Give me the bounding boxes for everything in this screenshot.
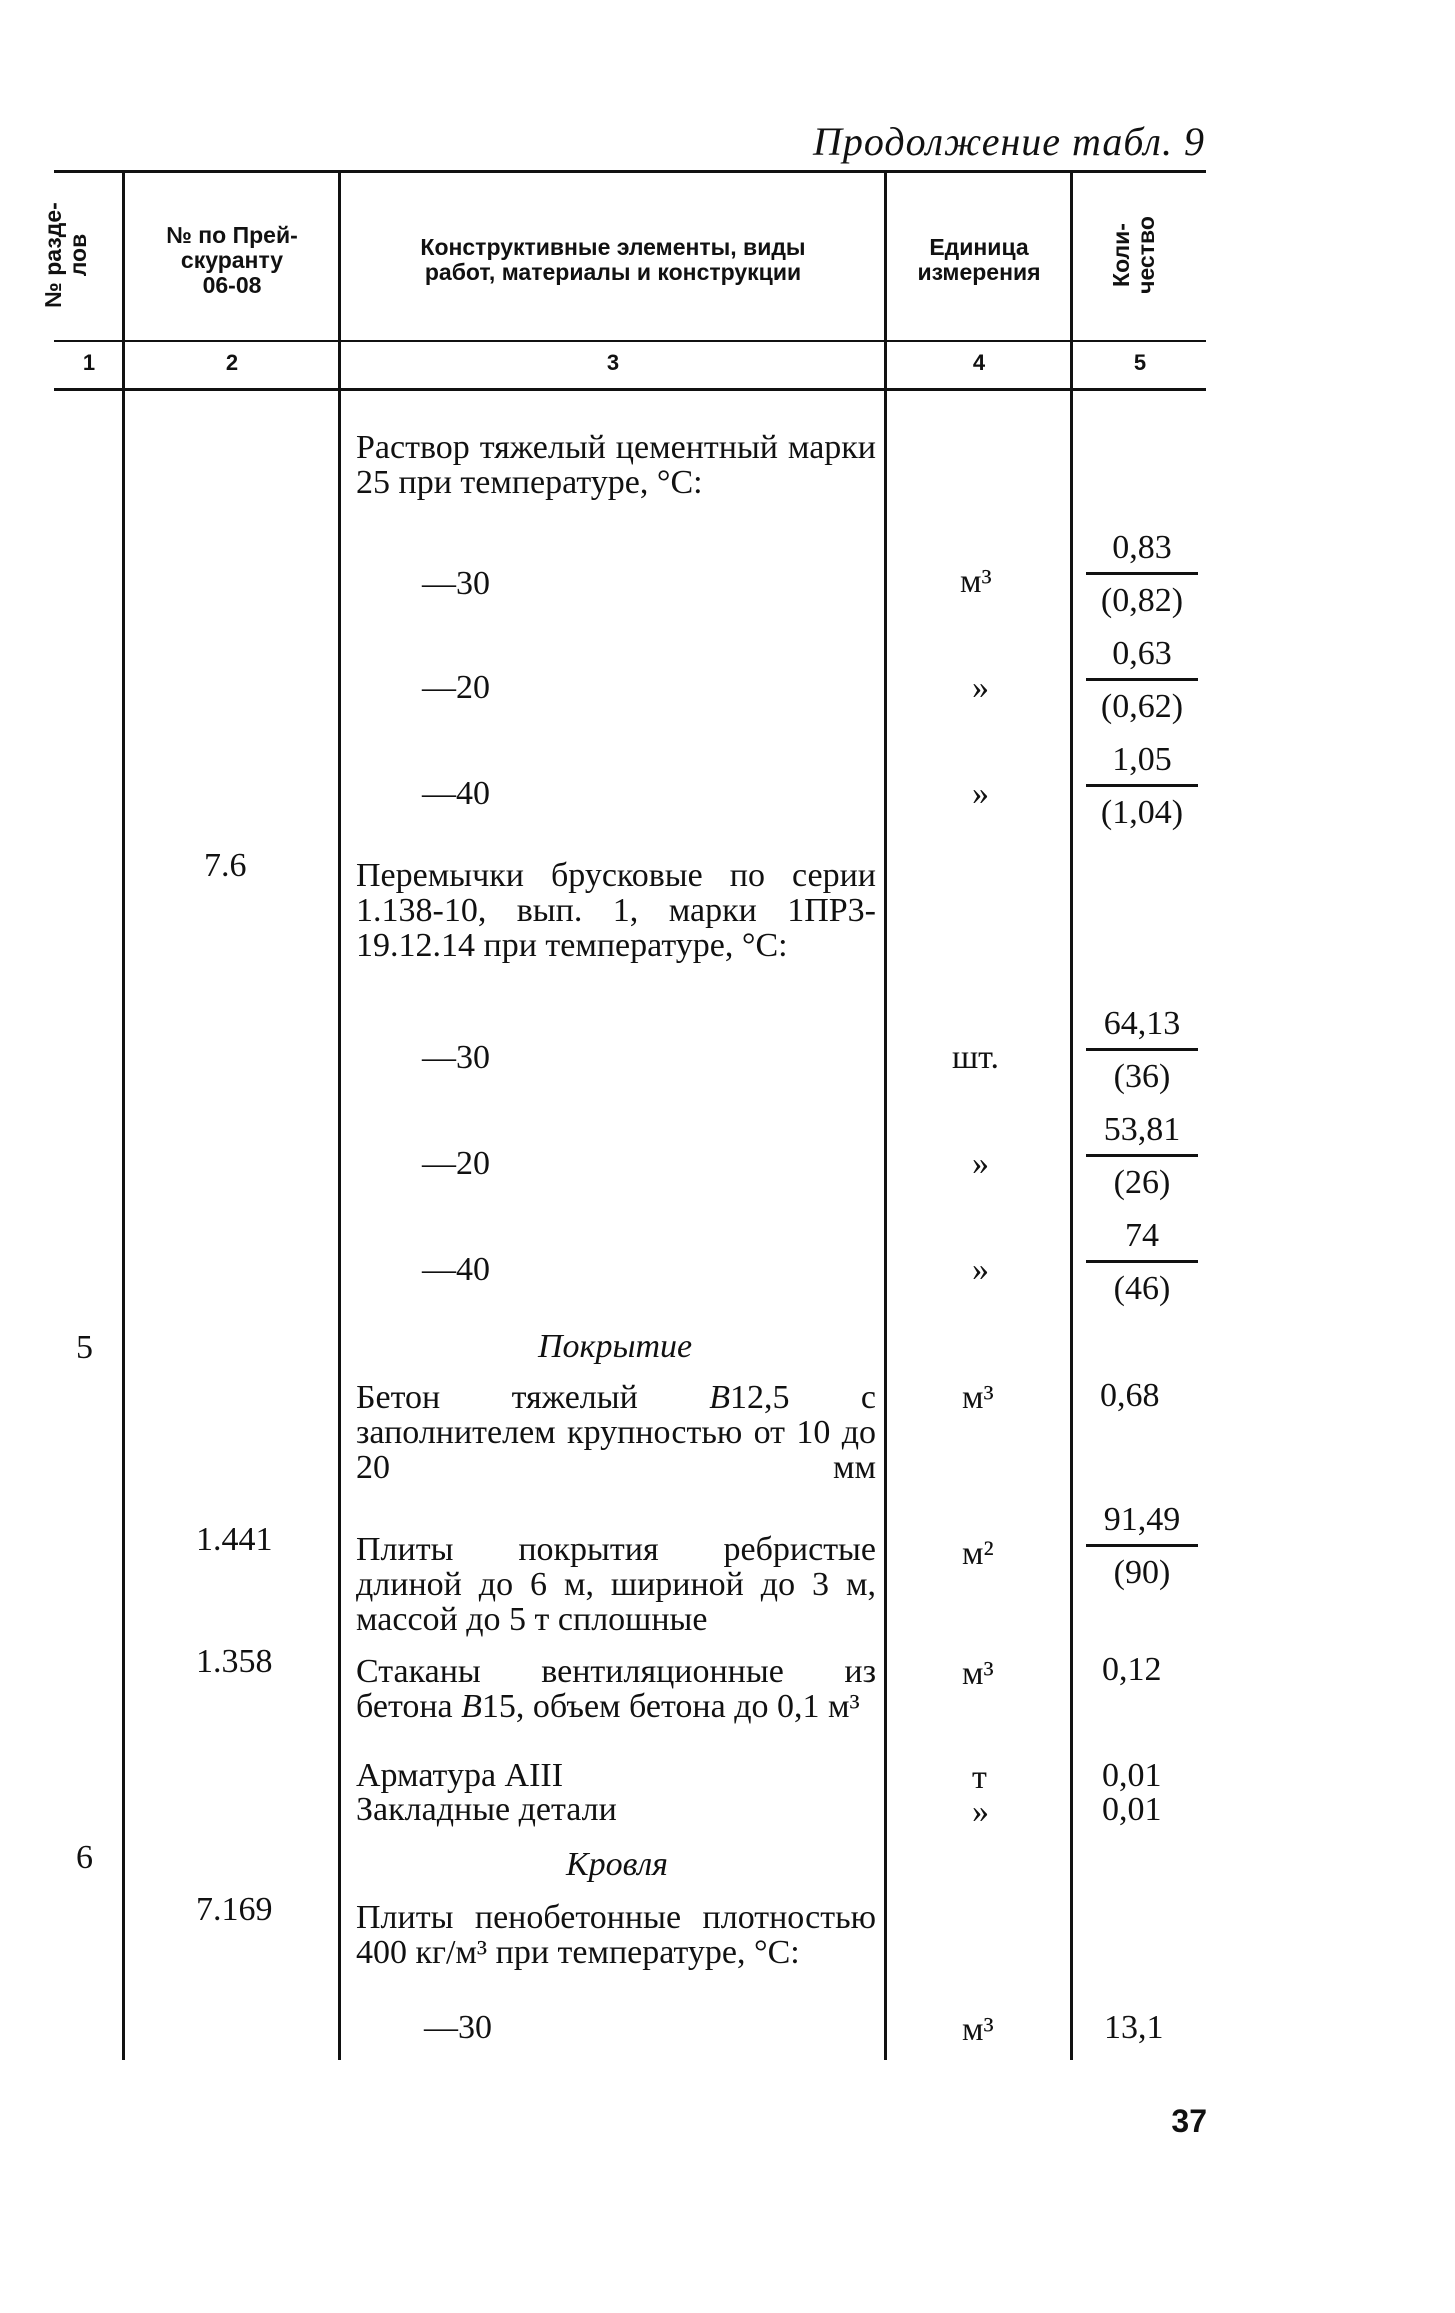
row-description: Раствор тяжелый цементный марки 25 при температуре, °С: [356, 429, 876, 501]
quantity-cell: 0,01 [1102, 1791, 1162, 1828]
price-list-code: 7.6 [204, 847, 247, 884]
unit-cell: м³ [962, 1379, 994, 1416]
fraction-bar [1086, 678, 1198, 681]
temperature-item: —20 [422, 669, 490, 706]
column-rule [122, 172, 125, 2060]
section-number: 6 [76, 1839, 93, 1876]
quantity-cell: 0,12 [1102, 1651, 1162, 1688]
temperature-item: —20 [422, 1145, 490, 1182]
column-number: 5 [1133, 350, 1147, 375]
concrete-class-letter: В [709, 1379, 730, 1416]
quantity-main: 53,81 [1103, 1111, 1181, 1148]
header-section-number: № разде- лов [40, 202, 91, 308]
description-text: 15, объем бетона до 0,1 м³ [481, 1688, 860, 1725]
row-description: Плиты пенобетонные плотностью 400 кг/м³ при температуре, °С: [356, 1899, 876, 1971]
column-rule [1070, 172, 1073, 2060]
quantity-fraction [1086, 740, 1198, 833]
unit-cell: т [972, 1759, 987, 1796]
column-rule [338, 172, 341, 2060]
fraction-bar [1086, 1154, 1198, 1157]
quantity-fraction [1086, 1004, 1198, 1097]
quantity-main: 1,05 [1112, 741, 1172, 778]
quantity-cell: 0,01 [1102, 1757, 1162, 1794]
column-number: 4 [972, 350, 986, 375]
unit-cell: » [972, 1145, 989, 1182]
quantity-bracket: (46) [1113, 1270, 1171, 1307]
quantity-bracket: (36) [1113, 1058, 1171, 1095]
unit-cell: м³ [962, 2011, 994, 2048]
column-number: 3 [606, 350, 620, 375]
quantity-bracket: (26) [1113, 1164, 1171, 1201]
quantity-bracket: (0,82) [1100, 582, 1184, 619]
unit-cell: м³ [960, 563, 992, 600]
concrete-class-letter: В [461, 1688, 482, 1725]
unit-cell: » [972, 669, 989, 706]
quantity-fraction [1086, 1500, 1198, 1593]
quantity-fraction [1086, 1216, 1198, 1309]
temperature-item: —30 [422, 565, 490, 602]
unit-cell: » [972, 1793, 989, 1830]
column-rule [884, 172, 887, 2060]
quantity-main: 0,63 [1112, 635, 1172, 672]
quantity-cell: 0,68 [1100, 1377, 1160, 1414]
unit-cell: м³ [962, 1655, 994, 1692]
fraction-bar [1086, 784, 1198, 787]
page-number: 37 [1171, 2103, 1207, 2139]
section-title: Покрытие [538, 1328, 693, 1365]
quantity-cell: 13,1 [1104, 2009, 1164, 2046]
quantity-main: 64,13 [1103, 1005, 1181, 1042]
row-description: Плиты покрытия ребристые длиной до 6 м, шириной до 3 м, массой до 5 т сплошные [356, 1531, 876, 1638]
header-elements-description: Конструктивные элементы, виды работ, материалы и конструкции [420, 234, 806, 285]
row-description: Арматура AIII [356, 1757, 564, 1794]
quantity-main: 0,83 [1112, 529, 1172, 566]
fraction-bar [1086, 1544, 1198, 1547]
quantity-fraction [1086, 1110, 1198, 1203]
price-list-code: 1.358 [196, 1643, 273, 1680]
temperature-item: —40 [422, 775, 490, 812]
temperature-item: —30 [424, 2009, 492, 2046]
table-top-rule [54, 170, 1206, 173]
header-price-list-number: № по Прей- скуранту 06-08 [166, 221, 298, 298]
fraction-bar [1086, 572, 1198, 575]
unit-cell: шт. [952, 1039, 999, 1076]
unit-cell: » [972, 775, 989, 812]
numbers-rule [54, 388, 1206, 391]
quantity-bracket: (0,62) [1100, 688, 1184, 725]
fraction-bar [1086, 1260, 1198, 1263]
price-list-code: 7.169 [196, 1891, 273, 1928]
quantity-main: 74 [1125, 1217, 1159, 1254]
temperature-item: —40 [422, 1251, 490, 1288]
header-rule [54, 340, 1206, 342]
section-title: Кровля [566, 1846, 668, 1883]
section-number: 5 [76, 1329, 93, 1366]
header-quantity: Коли- чество [1108, 216, 1159, 294]
column-number: 1 [82, 350, 96, 375]
temperature-item: —30 [422, 1039, 490, 1076]
header-unit: Единица измерения [917, 234, 1041, 285]
price-list-code: 1.441 [196, 1521, 273, 1558]
column-number: 2 [225, 350, 239, 375]
description-text: Бетон тяжелый [356, 1379, 710, 1416]
row-description: Закладные детали [356, 1791, 617, 1828]
quantity-fraction [1086, 634, 1198, 727]
description-text: 12,5 с заполнителем крупностью от 10 до 20 мм [356, 1379, 876, 1486]
unit-cell: » [972, 1251, 989, 1288]
row-description [356, 1380, 876, 1485]
row-description: Перемычки брусковые по серии 1.138-10, вып. 1, марки 1ПР3-19.12.14 при температуре, °С: [356, 857, 876, 964]
fraction-bar [1086, 1048, 1198, 1051]
quantity-bracket: (1,04) [1100, 794, 1184, 831]
row-description [356, 1654, 876, 1724]
table-caption: Продолжение табл. 9 [812, 119, 1205, 164]
quantity-main: 91,49 [1103, 1501, 1181, 1538]
unit-cell: м² [962, 1535, 994, 1572]
description-text: Стаканы вентиляционные из бетона [356, 1653, 876, 1725]
quantity-bracket: (90) [1113, 1554, 1171, 1591]
quantity-fraction [1086, 528, 1198, 621]
